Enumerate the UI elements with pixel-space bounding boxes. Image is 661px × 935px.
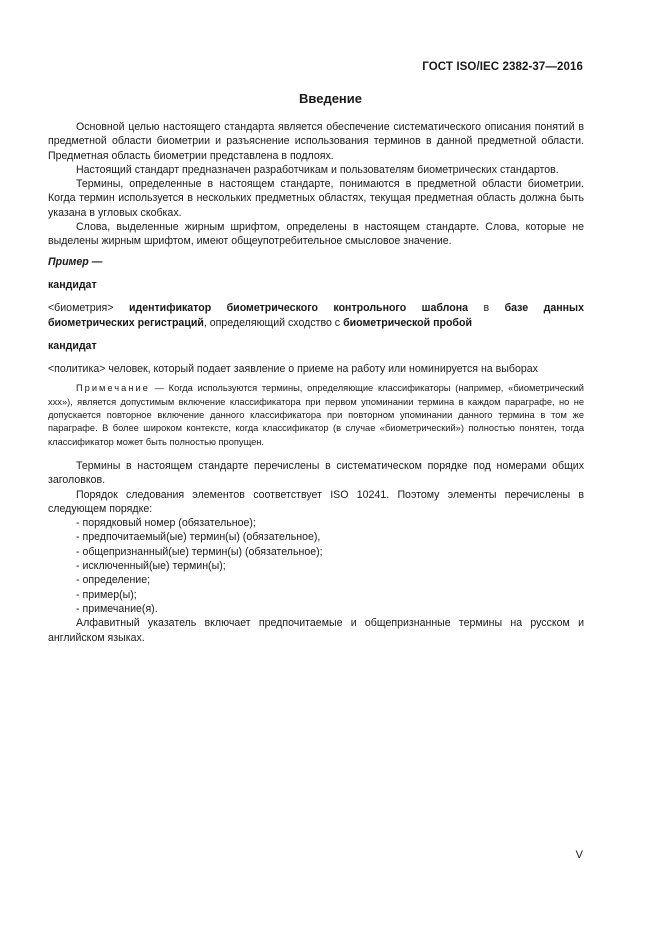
- bold-term: биометрической пробой: [343, 316, 472, 329]
- note-text: — Когда используются термины, определяющие классификаторы (например, «биометрический xxx»), является допустимым включение классификатора при первом упоминании термина в каждом параграфе, но не допускается повторное включение данного классификатора при повторном упоминании данного термина в том же параграфе. В более широком контексте, когда классификатор (в случае «биометрический») полностью понятен, тогда классификатор может быть полностью пропущен.: [48, 383, 584, 447]
- example-label: Пример —: [48, 255, 103, 268]
- paragraph-element-order: Порядок следования элементов соответствует ISO 10241. Поэтому элементы перечислены в следующем порядке:: [48, 488, 584, 515]
- list-item: - исключенный(ые) термин(ы);: [76, 560, 226, 573]
- body-text: [48, 120, 584, 645]
- definition-text: в: [468, 302, 505, 315]
- bold-term: базе данных биометрических регистраций: [48, 302, 585, 329]
- example-term-2: кандидат: [48, 339, 97, 352]
- example-definition-2: [48, 362, 584, 376]
- list-item: - определение;: [76, 574, 151, 587]
- paragraph-systematic-order: Термины в настоящем стандарте перечислены в систематическом порядке под номерами общих заголовков.: [48, 459, 584, 487]
- example-definition-1: [48, 301, 584, 330]
- domain-tag-biometrics: <биометрия>: [48, 302, 114, 315]
- element-order-list: [48, 516, 584, 616]
- definition-text: , определяющий сходство с: [203, 316, 344, 329]
- paragraph-purpose: Основной целью настоящего стандарта является обеспечение систематического описания понятий в предметной области биометрии и разъяснение использования терминов в данной предметной области. Предметная область биометрии представлена в подлоях.: [48, 121, 584, 162]
- definition-text: человек, который подает заявление о приеме на работу или номинируется на выборах: [105, 363, 538, 376]
- list-item: - примечание(я).: [76, 602, 158, 615]
- document-id: ГОСТ ISO/IEC 2382-37—2016: [422, 61, 583, 73]
- list-item: - общепризнанный(ые) термин(ы) (обязательное);: [76, 545, 323, 558]
- domain-tag-politics: <политика>: [48, 363, 106, 376]
- note: [48, 382, 584, 448]
- page-number: V: [575, 849, 583, 861]
- list-item: - пример(ы);: [76, 588, 137, 601]
- paragraph-audience: Настоящий стандарт предназначен разработчикам и пользователям биометрических стандартов.: [76, 163, 559, 176]
- bold-term: идентификатор биометрического контрольного шаблона: [128, 302, 469, 315]
- example-term-1: кандидат: [48, 278, 97, 291]
- paragraph-index: Алфавитный указатель включает предпочитаемые и общепризнанные термины на русском и английском языках.: [48, 617, 584, 644]
- note-label: Примечание: [76, 383, 150, 394]
- paragraph-bold-words: Слова, выделенные жирным шрифтом, определены в настоящем стандарте. Слова, которые не выделены жирным шрифтом, имеют общеупотребительное смысловое значение.: [48, 221, 584, 248]
- list-item: - предпочитаемый(ые) термин(ы) (обязательное),: [76, 531, 321, 544]
- list-item: - порядковый номер (обязательное);: [76, 517, 256, 530]
- paragraph-terms-domain: Термины, определенные в настоящем стандарте, понимаются в предметной области биометрии. Когда термин используется в нескольких предметных областях, текущая предметная область должна быть указана в угловых скобках.: [48, 178, 584, 219]
- section-title: Введение: [299, 91, 362, 106]
